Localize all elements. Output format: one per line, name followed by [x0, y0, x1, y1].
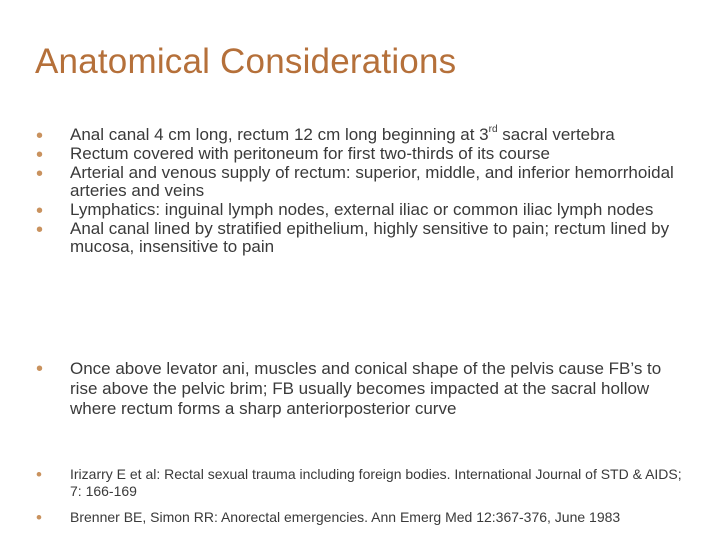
bullet-item	[36, 124, 676, 147]
reference-item	[36, 466, 696, 500]
superscript: rd	[488, 124, 498, 136]
bullet-item	[36, 359, 676, 419]
bullet-item	[36, 144, 676, 166]
pelvis-bullet-list	[36, 359, 676, 419]
bullet-item	[36, 164, 676, 200]
bullet-icon: •	[36, 358, 44, 380]
reference-text: Brenner BE, Simon RR: Anorectal emergencies. Ann Emerg Med 12:367-376, June 1983	[70, 509, 621, 525]
bullet-item	[36, 200, 676, 222]
bullet-text: Once above levator ani, muscles and conical shape of the pelvis cause FB’s to rise above the pelvic brim; FB usually becomes impacted at the sacral hollow where rectum forms a sharp anteriorposterior curve	[70, 359, 662, 418]
anatomy-bullet-list	[36, 126, 676, 257]
bullet-icon: •	[36, 508, 42, 527]
reference-list	[36, 466, 696, 535]
bullet-text: Rectum covered with peritoneum for first two-thirds of its course	[70, 144, 550, 163]
slide-title: Anatomical Considerations	[35, 42, 457, 81]
reference-text: Irizarry E et al: Rectal sexual trauma including foreign bodies. International Journal of STD & AIDS; 7: 166-169	[70, 466, 682, 499]
bullet-icon: •	[36, 200, 44, 222]
bullet-icon: •	[36, 465, 42, 484]
bullet-icon: •	[36, 125, 44, 147]
bullet-text: Arterial and venous supply of rectum: superior, middle, and inferior hemorrhoidal arteries and veins	[70, 163, 674, 200]
bullet-icon: •	[36, 163, 44, 185]
bullet-text: Anal canal 4 cm long, rectum 12 cm long beginning at 3rd sacral vertebra	[70, 124, 615, 144]
bullet-text: Lymphatics: inguinal lymph nodes, external iliac or common iliac lymph nodes	[70, 200, 654, 219]
bullet-item	[36, 220, 676, 256]
bullet-text: Anal canal lined by stratified epithelium, highly sensitive to pain; rectum lined by mucosa, insensitive to pain	[70, 219, 670, 256]
reference-item	[36, 509, 696, 526]
bullet-icon: •	[36, 144, 44, 166]
bullet-icon: •	[36, 219, 44, 241]
